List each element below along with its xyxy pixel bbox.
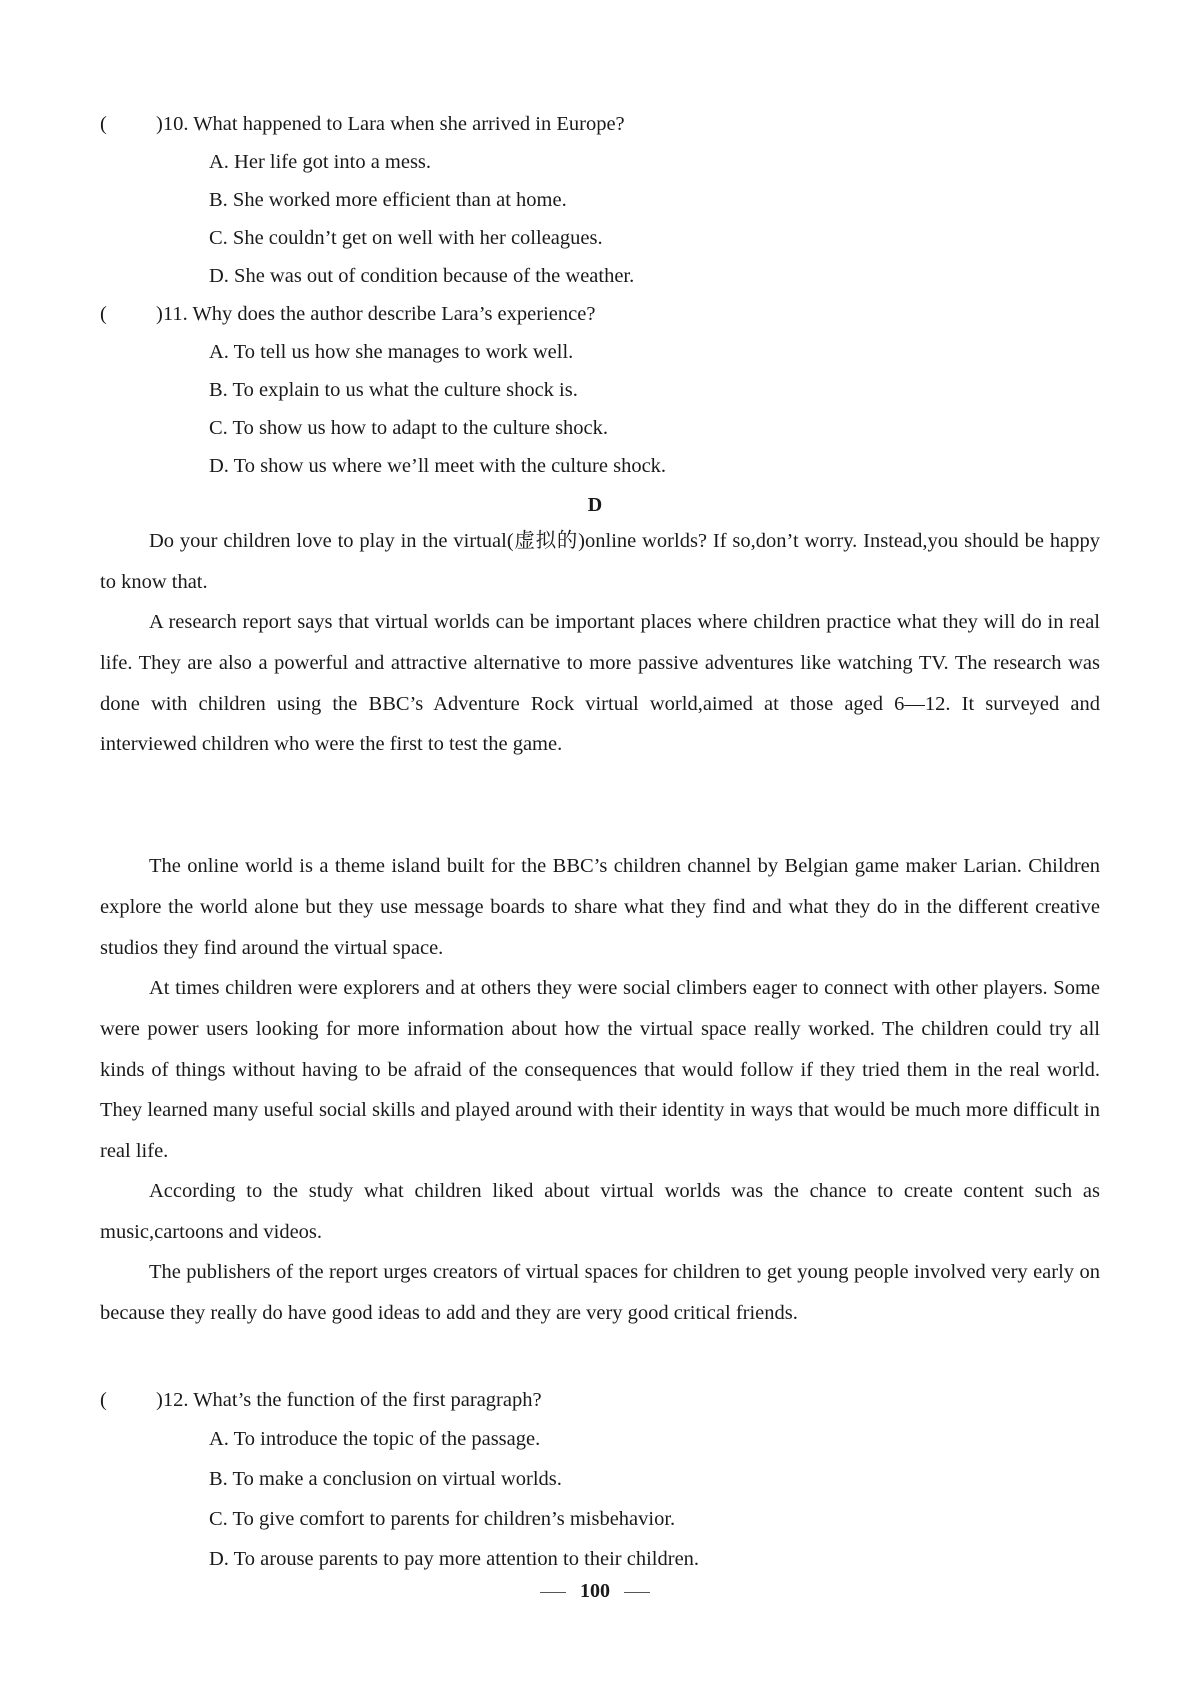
- question-11-option-d: D. To show us where we’ll meet with the culture shock.: [209, 455, 667, 477]
- passage-paragraph-1: Do your children love to play in the virtual(虚拟的)online worlds? If so,don’t worry. Instead,you should be happy to know that.: [100, 530, 1100, 593]
- question-10-option-d: D. She was out of condition because of the weather.: [209, 265, 635, 287]
- question-10-stem: [100, 114, 625, 135]
- page-number: 100: [580, 1580, 610, 1602]
- question-11-option-a: A. To tell us how she manages to work well.: [209, 341, 574, 363]
- question-text: )11. Why does the author describe Lara’s experience?: [156, 303, 596, 325]
- question-10-option-b: B. She worked more efficient than at home.: [209, 189, 567, 211]
- question-12-option-c: C. To give comfort to parents for children’s misbehavior.: [209, 1508, 676, 1530]
- question-11-option-c: C. To show us how to adapt to the culture shock.: [209, 417, 609, 439]
- page-footer: [0, 1580, 1190, 1603]
- question-12-stem: [100, 1390, 542, 1411]
- footer-rule-left: [540, 1592, 566, 1593]
- passage-paragraph-4: At times children were explorers and at others they were social climbers eager to connect with other players. Some were power users looking for more information about how the virtual space really worked. The children could try all kinds of things without having to be afraid of the consequences that would follow if they tried them in the real world. They learned many useful social skills and played around with their identity in ways that would be much more difficult in real life.: [100, 977, 1100, 1163]
- question-text: )12. What’s the function of the first paragraph?: [156, 1389, 542, 1411]
- question-12-option-b: B. To make a conclusion on virtual worlds.: [209, 1468, 562, 1490]
- section-heading: D: [587, 494, 603, 516]
- answer-blank[interactable]: (: [100, 1389, 107, 1411]
- question-11-option-b: B. To explain to us what the culture shock is.: [209, 379, 578, 401]
- question-10-option-a: A. Her life got into a mess.: [209, 151, 432, 173]
- question-12-option-d: D. To arouse parents to pay more attention to their children.: [209, 1548, 700, 1570]
- passage-paragraph-5: According to the study what children liked about virtual worlds was the chance to create content such as music,cartoons and videos.: [100, 1180, 1100, 1243]
- question-11-stem: [100, 304, 595, 325]
- answer-blank[interactable]: (: [100, 303, 107, 325]
- passage-paragraph-6: The publishers of the report urges creators of virtual spaces for children to get young people involved very early on because they really do have good ideas to add and they are very good critical friends.: [100, 1261, 1100, 1324]
- question-text: )10. What happened to Lara when she arrived in Europe?: [156, 113, 625, 135]
- answer-blank[interactable]: (: [100, 113, 107, 135]
- passage-paragraph-3: The online world is a theme island built for the BBC’s children channel by Belgian game maker Larian. Children explore the world alone but they use message boards to share what they find and what they do in the different creative studios they find around the virtual space.: [100, 855, 1100, 959]
- question-12-option-a: A. To introduce the topic of the passage.: [209, 1428, 541, 1450]
- passage-paragraph-2: A research report says that virtual worlds can be important places where children practice what they will do in real life. They are also a powerful and attractive alternative to more passive adventures like watching TV. The research was done with children using the BBC’s Adventure Rock virtual world,aimed at those aged 6—12. It surveyed and interviewed children who were the first to test the game.: [100, 611, 1100, 756]
- footer-rule-right: [624, 1592, 650, 1593]
- question-10-option-c: C. She couldn’t get on well with her colleagues.: [209, 227, 603, 249]
